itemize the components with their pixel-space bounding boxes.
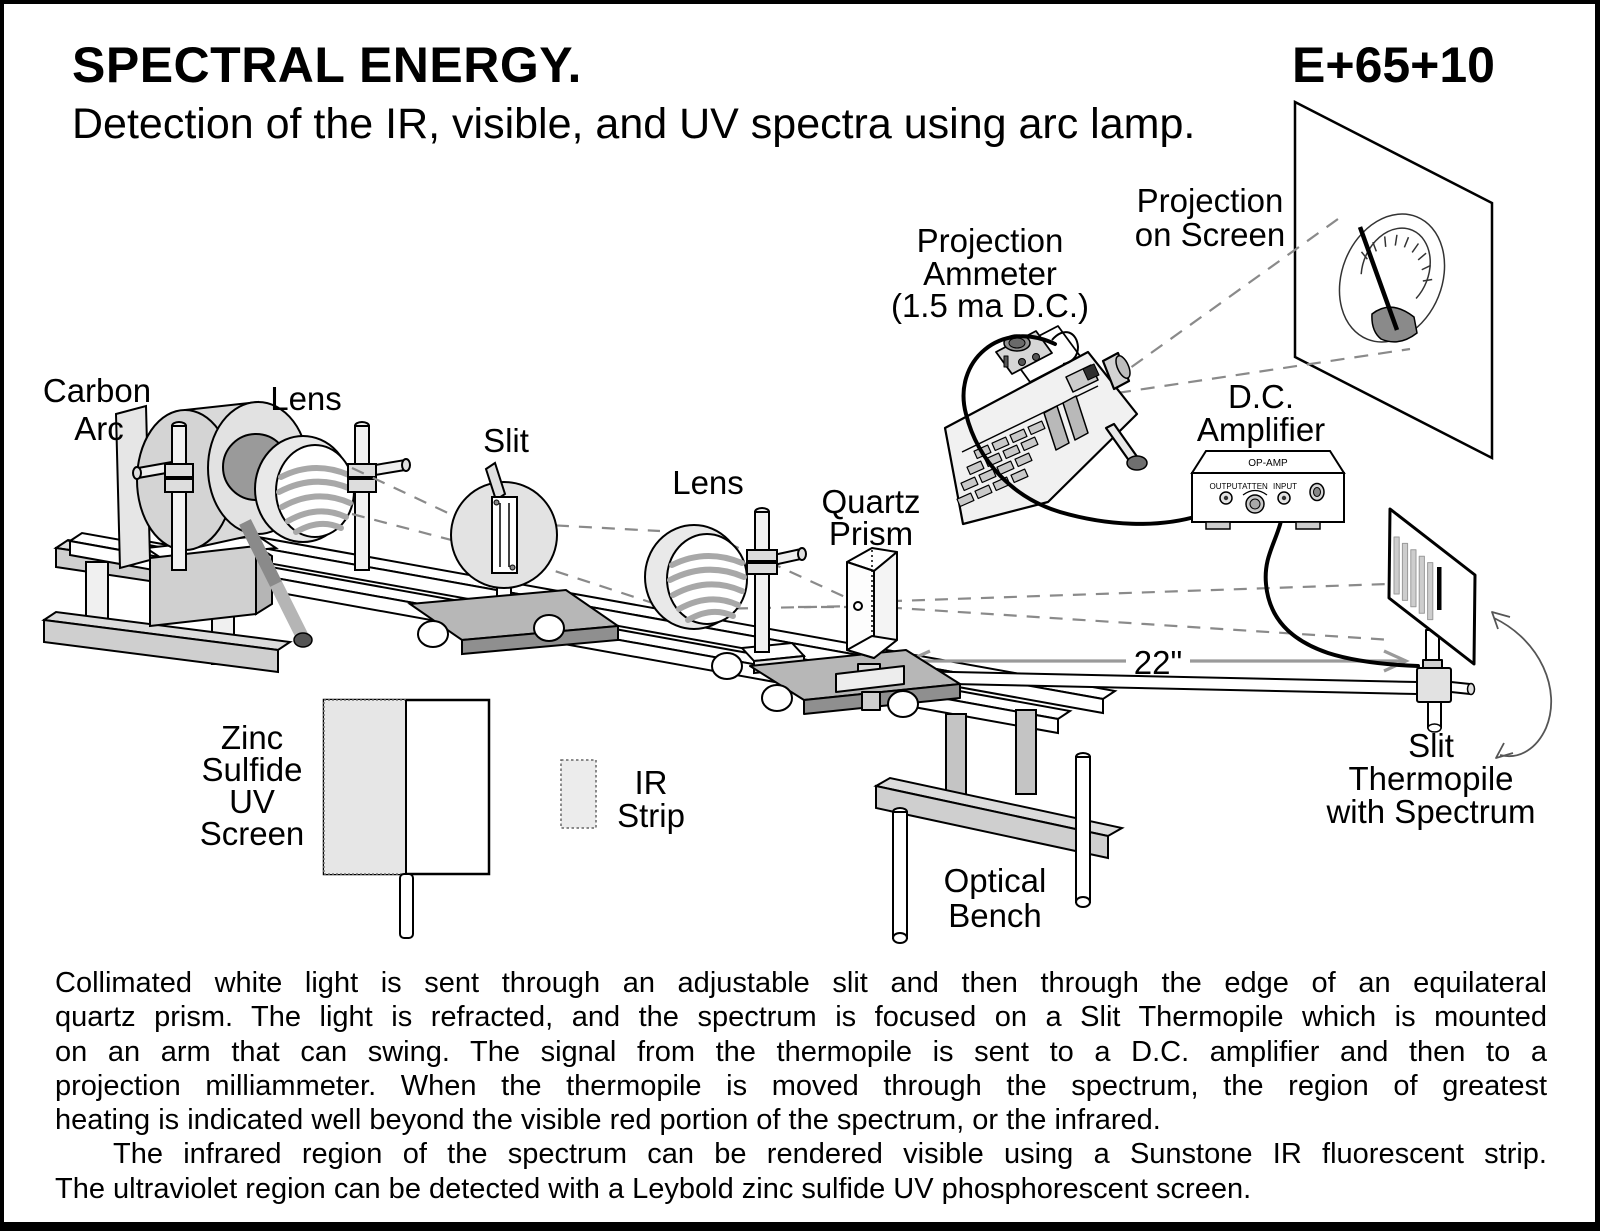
label-quartz-prism: Prism (828, 515, 914, 552)
description-line: on an arm that can swing. The signal from the thermopile is sent to a D.C. amplifier and then to a (55, 1035, 1547, 1068)
arm-clamp (1417, 668, 1451, 702)
label-slit-thermopile: Thermopile (1348, 760, 1514, 797)
label-dimension-22in: 22" (1133, 644, 1183, 681)
slit-plate (492, 497, 517, 573)
label-ir-strip: Strip (617, 797, 685, 834)
label-projection-ammeter: (1.5 ma D.C.) (890, 287, 1090, 324)
label-zinc-screen: Sulfide (201, 751, 303, 788)
carriage-wheel (762, 685, 792, 711)
description-line: heating is indicated well beyond the visible red portion of the spectrum, or the infrared. (55, 1104, 1161, 1137)
label-ir-strip: IR (634, 764, 668, 801)
slit-assembly (410, 463, 618, 654)
label-optical-bench: Optical (943, 862, 1047, 899)
label-carbon-arc: Arc (74, 410, 124, 447)
description-line: quartz prism. The light is refracted, and the spectrum is focused on a Slit Thermopile which is mounted (55, 1001, 1547, 1034)
handle-tip (294, 633, 312, 647)
label-projection-ammeter: Ammeter (923, 255, 1057, 292)
refracted-ray-lower (866, 606, 1392, 640)
label-zinc-screen: Screen (199, 815, 305, 852)
projection-screen (1295, 102, 1492, 458)
label-slit: Slit (483, 422, 529, 459)
label-lens-2: Lens (672, 464, 744, 501)
label-projection-ammeter: Projection (916, 222, 1064, 259)
label-carbon-arc: Carbon (42, 372, 152, 409)
swing-motion-arrow (1492, 612, 1551, 758)
carriage-wheel (418, 621, 448, 647)
label-projection-on-screen: Projection (1136, 182, 1284, 219)
thermopile-slit-mark (1437, 567, 1442, 610)
label-optical-bench: Bench (948, 897, 1042, 934)
label-dc-amplifier: D.C. (1228, 378, 1294, 415)
zinc-sulfide-screen (324, 700, 489, 938)
amp-input-label: INPUT (1273, 482, 1297, 491)
description-paragraph (55, 966, 1547, 1206)
description-line: projection milliammeter. When the thermopile is moved through the spectrum, the region of greatest (55, 1069, 1547, 1102)
label-slit-thermopile: Slit (1408, 727, 1454, 764)
ir-strip-swatch (561, 760, 596, 828)
catalog-code: E+65+10 (1292, 37, 1495, 93)
refracted-ray-upper (866, 584, 1388, 602)
slit-thermopile (1389, 509, 1551, 758)
carriage-wheel (534, 615, 564, 641)
description-line: The infrared region of the spectrum can be rendered visible using a Sunstone IR fluorescent strip. (113, 1138, 1547, 1171)
label-projection-on-screen: on Screen (1134, 216, 1286, 253)
amp-top-label: OP-AMP (1248, 458, 1288, 469)
page-subtitle: Detection of the IR, visible, and UV spectra using arc lamp. (72, 100, 1196, 148)
stand-post (755, 512, 769, 652)
projection-ammeter (945, 326, 1229, 524)
projector-foot (1127, 456, 1147, 470)
label-zinc-screen: UV (229, 783, 275, 820)
stand-post (355, 426, 369, 570)
label-zinc-screen: Zinc (220, 719, 284, 756)
refraction-point (854, 602, 862, 610)
carriage-wheel (888, 691, 918, 717)
stand-post (172, 426, 186, 570)
description-line: The ultraviolet region can be detected with a Leybold zinc sulfide UV phosphorescent screen. (55, 1172, 1252, 1205)
description-line: Collimated white light is sent through an adjustable slit and then through the edge of an equilateral (55, 967, 1547, 999)
label-quartz-prism: Quartz (821, 483, 921, 520)
screen-stem (400, 874, 413, 938)
label-lens-1: Lens (270, 380, 342, 417)
page-title: SPECTRAL ENERGY. (72, 37, 582, 93)
label-slit-thermopile: with Spectrum (1326, 793, 1536, 830)
carriage-wheel (712, 653, 742, 679)
label-dc-amplifier: Amplifier (1196, 411, 1326, 448)
amp-atten-label: ATTEN (1242, 482, 1268, 491)
amp-output-label: OUTPUT (1209, 482, 1243, 491)
